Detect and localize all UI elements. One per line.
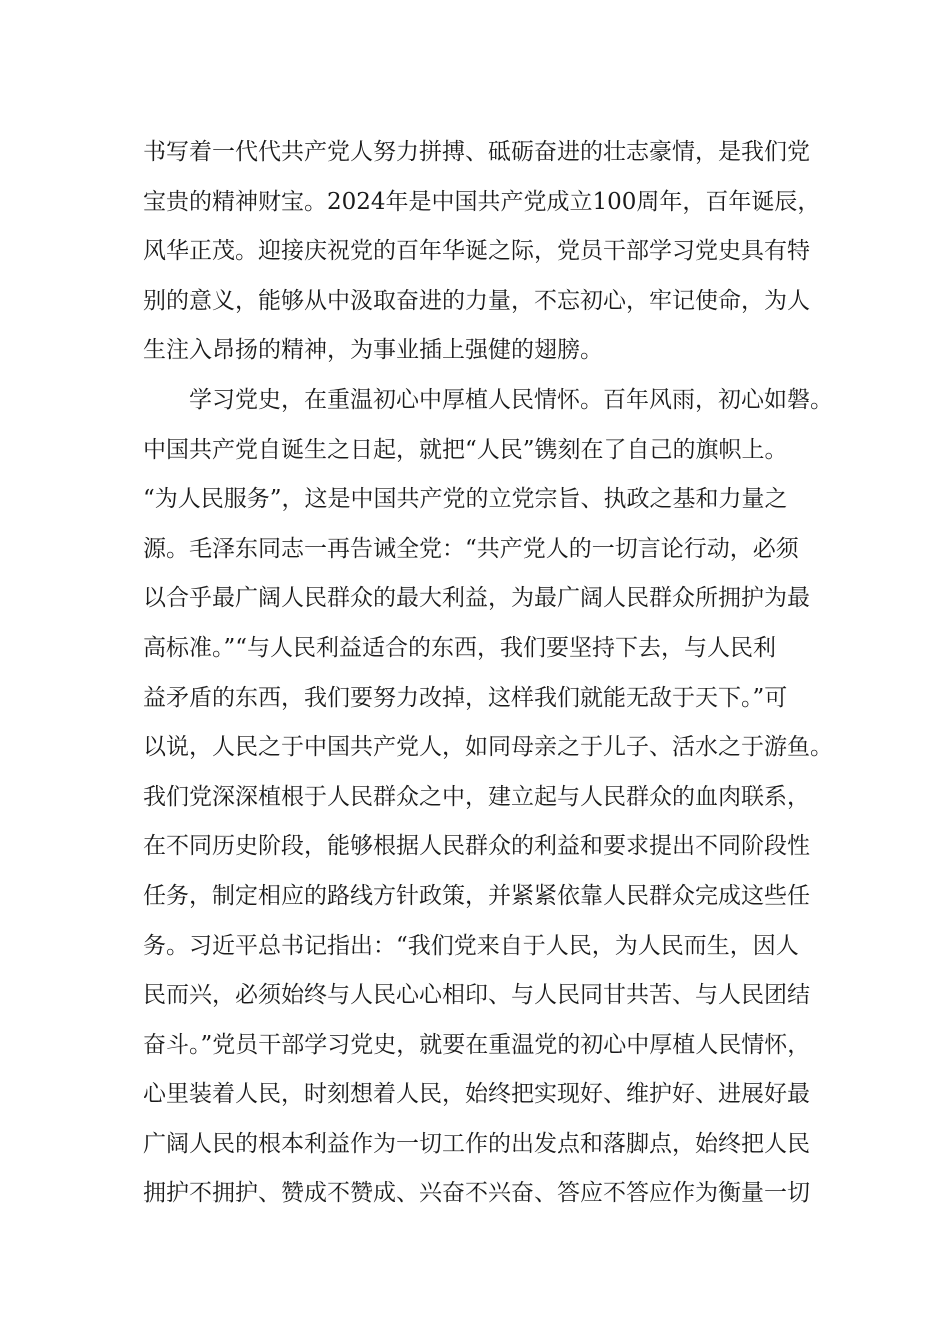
text-line: 中国共产党自诞生之日起，就把“人民”镌刻在了自己的旗帜上。	[143, 436, 788, 463]
text-line: 任务，制定相应的路线方针政策，并紧紧依靠人民群众完成这些任	[143, 882, 810, 909]
text-line: 广阔人民的根本利益作为一切工作的出发点和落脚点，始终把人民	[143, 1130, 810, 1157]
text-line: 宝贵的精神财宝。2024年是中国共产党成立100周年，百年诞辰，	[143, 188, 821, 215]
text-line: 奋斗。”党员干部学习党史，就要在重温党的初心中厚植人民情怀，	[143, 1031, 811, 1058]
text-line: 风华正茂。迎接庆祝党的百年华诞之际，党员干部学习党史具有特	[143, 238, 810, 265]
text-line: 务。习近平总书记指出：“我们党来自于人民，为人民而生，因人	[143, 932, 799, 959]
text-line: 高标准。”“与人民利益适合的东西，我们要坚持下去，与人民利	[143, 634, 777, 661]
text-line: 生注入昂扬的精神，为事业插上强健的翅膀。	[143, 337, 603, 364]
text-line: 以合乎最广阔人民群众的最大利益，为最广阔人民群众所拥护为最	[143, 585, 810, 612]
text-line: 书写着一代代共产党人努力拼搏、砥砺奋进的壮志豪情，是我们党	[143, 139, 810, 165]
text-line: 别的意义，能够从中汲取奋进的力量，不忘初心，牢记使命，为人	[143, 287, 810, 314]
body-text	[143, 128, 843, 1219]
text-line: 心里装着人民，时刻想着人民，始终把实现好、维护好、进展好最	[143, 1081, 810, 1108]
text-line: “为人民服务”，这是中国共产党的立党宗旨、执政之基和力量之	[143, 486, 788, 513]
text-line: 源。毛泽东同志一再告诫全党：“共产党人的一切言论行动，必须	[143, 535, 799, 562]
text-line: 以说，人民之于中国共产党人，如同母亲之于儿子、活水之于游鱼。	[143, 734, 833, 761]
text-line: 拥护不拥护、赞成不赞成、兴奋不兴奋、答应不答应作为衡量一切	[143, 1180, 810, 1207]
paragraph-start-line: 学习党史，在重温初心中厚植人民情怀。百年风雨，初心如磐。	[189, 386, 833, 413]
text-line: 我们党深深植根于人民群众之中，建立起与人民群众的血肉联系，	[143, 783, 810, 810]
text-line: 民而兴，必须始终与人民心心相印、与人民同甘共苦、与人民团结	[143, 982, 810, 1009]
text-line: 在不同历史阶段，能够根据人民群众的利益和要求提出不同阶段性	[143, 833, 810, 860]
text-line: 益矛盾的东西，我们要努力改掉，这样我们就能无敌于天下。”可	[143, 684, 788, 711]
